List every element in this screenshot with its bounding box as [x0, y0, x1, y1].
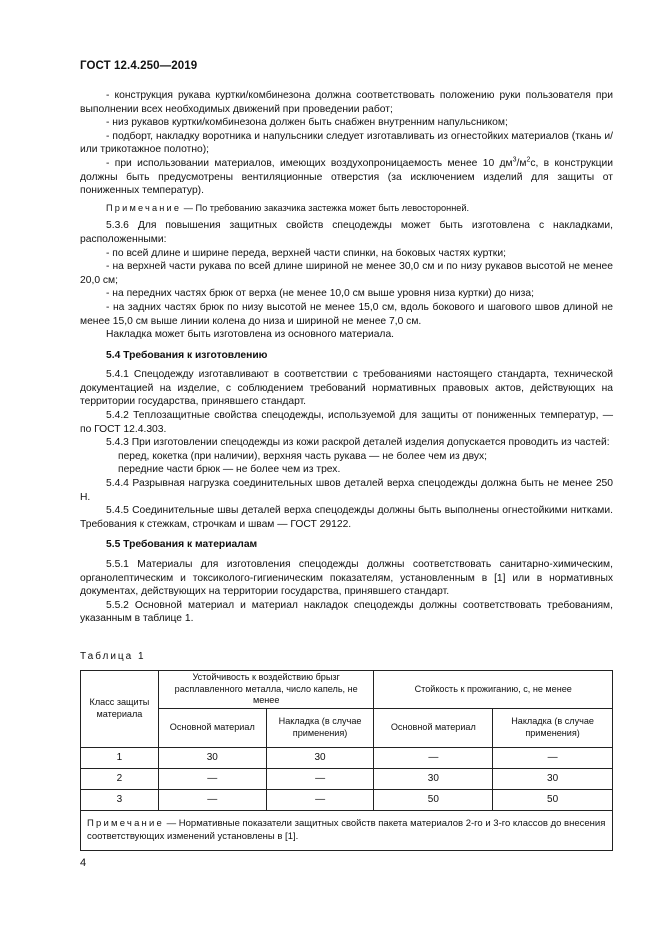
- clause-5-4-2: 5.4.2 Теплозащитные свойства спецодежды, используемой для защиты от пониженных температур, — по ГОСТ 12.4.303.: [80, 410, 613, 435]
- bullet-sleeve-construction: - конструкция рукава куртки/комбинезона должна соответствовать положению руки пользователя при выполнении всех необходимых движений при проведении работ;: [80, 90, 613, 115]
- bullet-sleeve-cuff: - низ рукавов куртки/комбинезона должен быть снабжен внутренним напульсником;: [106, 117, 508, 129]
- table-cell: 30: [266, 747, 374, 768]
- table-cell: —: [266, 768, 374, 789]
- clause-5-4-5: 5.4.5 Соединительные швы деталей верха спецодежды должны быть выполнены огнестойкими нитками. Требования к стежкам, строчкам и швам — ГОСТ 29122.: [80, 505, 613, 530]
- table-row: [81, 789, 613, 810]
- bullet-ventilation: - при использовании материалов, имеющих воздухопроницаемость менее 10 $дм^3/м^2с$, в конструкции должны быть предусмотрены вентиляционные отверстия (за исключением изделий для защиты от пониженных температур).: [80, 156, 614, 197]
- column-header-overlay: Накладка (в случае применения): [493, 708, 613, 747]
- table-cell: 30: [158, 747, 266, 768]
- table-cell: —: [158, 789, 266, 810]
- clause-5-3-6: 5.3.6 Для повышения защитных свойств спецодежды может быть изготовлена с накладками, расположенными:: [80, 220, 613, 245]
- column-group-splash: Устойчивость к воздействию брызг расплавленного металла, число капель, не менее: [158, 671, 374, 709]
- column-header-class: Класс защиты материала: [81, 671, 159, 748]
- requirements-table: [80, 670, 613, 851]
- table-cell: 30: [374, 768, 493, 789]
- note-fastener: Примечание — По требованию заказчика застежка может быть левосторонней.: [106, 202, 470, 213]
- table-cell: —: [493, 747, 613, 768]
- table-cell: 2: [81, 768, 159, 789]
- clause-5-3-6-item: - по всей длине и ширине переда, верхней части спинки, на боковых частях куртки;: [106, 247, 506, 259]
- table-subheader-row: [81, 708, 613, 747]
- clause-5-4-3: 5.4.3 При изготовлении спецодежды из кожи раскрой деталей изделия допускается проводить из частей:: [106, 437, 610, 449]
- table-row: [81, 768, 613, 789]
- table-note: Примечание — Нормативные показатели защитных свойств пакета материалов 2-го и 3-го классов до внесения соответствующих изменений установлены в [1].: [81, 810, 613, 850]
- column-group-burn: Стойкость к прожиганию, с, не менее: [374, 671, 613, 709]
- table-cell: —: [266, 789, 374, 810]
- clause-5-5-1: 5.5.1 Материалы для изготовления спецодежды должны соответствовать санитарно-химическим, органолептическим и токсиколого-гигиеническим показателям, установленным в [1] или в нормативных документах, действующих на территории государства, принявшего стандарт.: [80, 559, 613, 598]
- clause-5-3-6-item: Накладка может быть изготовлена из основного материала.: [106, 329, 395, 341]
- clause-5-4-1: 5.4.1 Спецодежду изготавливают в соответствии с требованиями настоящего стандарта, технической документацией на изделие, с соблюдением требований нормативных правовых актов, действующих на территории государства, принявшего стандарт.: [80, 369, 613, 408]
- table-cell: —: [374, 747, 493, 768]
- clause-5-4-3-item: перед, кокетка (при наличии), верхняя часть рукава — не более чем из двух;: [118, 450, 487, 462]
- column-header-main-material: Основной материал: [374, 708, 493, 747]
- clause-5-3-6-item: - на передних частях брюк от верха (не менее 10,0 см выше уровня низа куртки) до низа;: [106, 288, 534, 300]
- document-header: ГОСТ 12.4.250—2019: [80, 60, 198, 72]
- clause-5-4-3-item: передние части брюк — не более чем из трех.: [118, 464, 341, 476]
- bullet-collar-materials: - подборт, накладку воротника и напульсники следует изготавливать из огнестойких материалов (ткань и/или трикотажное полотно);: [80, 130, 613, 156]
- section-heading-5-5: 5.5 Требования к материалам: [106, 539, 258, 551]
- table-cell: —: [158, 768, 266, 789]
- section-heading-5-4: 5.4 Требования к изготовлению: [106, 349, 268, 361]
- column-header-main-material: Основной материал: [158, 708, 266, 747]
- document-body: [80, 89, 613, 626]
- clause-5-5-2: 5.5.2 Основной материал и материал накладок спецодежды должны соответствовать требованиям, указанным в таблице 1.: [80, 599, 613, 625]
- table-header-row: [81, 671, 613, 709]
- table-cell: 50: [374, 789, 493, 810]
- table-note-row: [81, 810, 613, 850]
- clause-5-3-6-item: - на верхней части рукава по всей длине шириной не менее 30,0 см и по низу рукавов высотой не менее 20,0 см;: [80, 261, 613, 286]
- table-cell: 30: [493, 768, 613, 789]
- table-row: [81, 747, 613, 768]
- table-cell: 3: [81, 789, 159, 810]
- table-cell: 1: [81, 747, 159, 768]
- table-caption: Таблица 1: [80, 651, 146, 662]
- page-number: 4: [80, 857, 87, 869]
- column-header-overlay: Накладка (в случае применения): [266, 708, 374, 747]
- clause-5-4-4: 5.4.4 Разрывная нагрузка соединительных швов деталей верха спецодежды должна быть не менее 250 Н.: [80, 478, 613, 503]
- clause-5-3-6-item: - на задних частях брюк по низу высотой не менее 15,0 см, вдоль бокового и шагового швов длиной не менее 15,0 см выше линии колена до низа и шириной не менее 7,0 см.: [80, 301, 613, 327]
- table-cell: 50: [493, 789, 613, 810]
